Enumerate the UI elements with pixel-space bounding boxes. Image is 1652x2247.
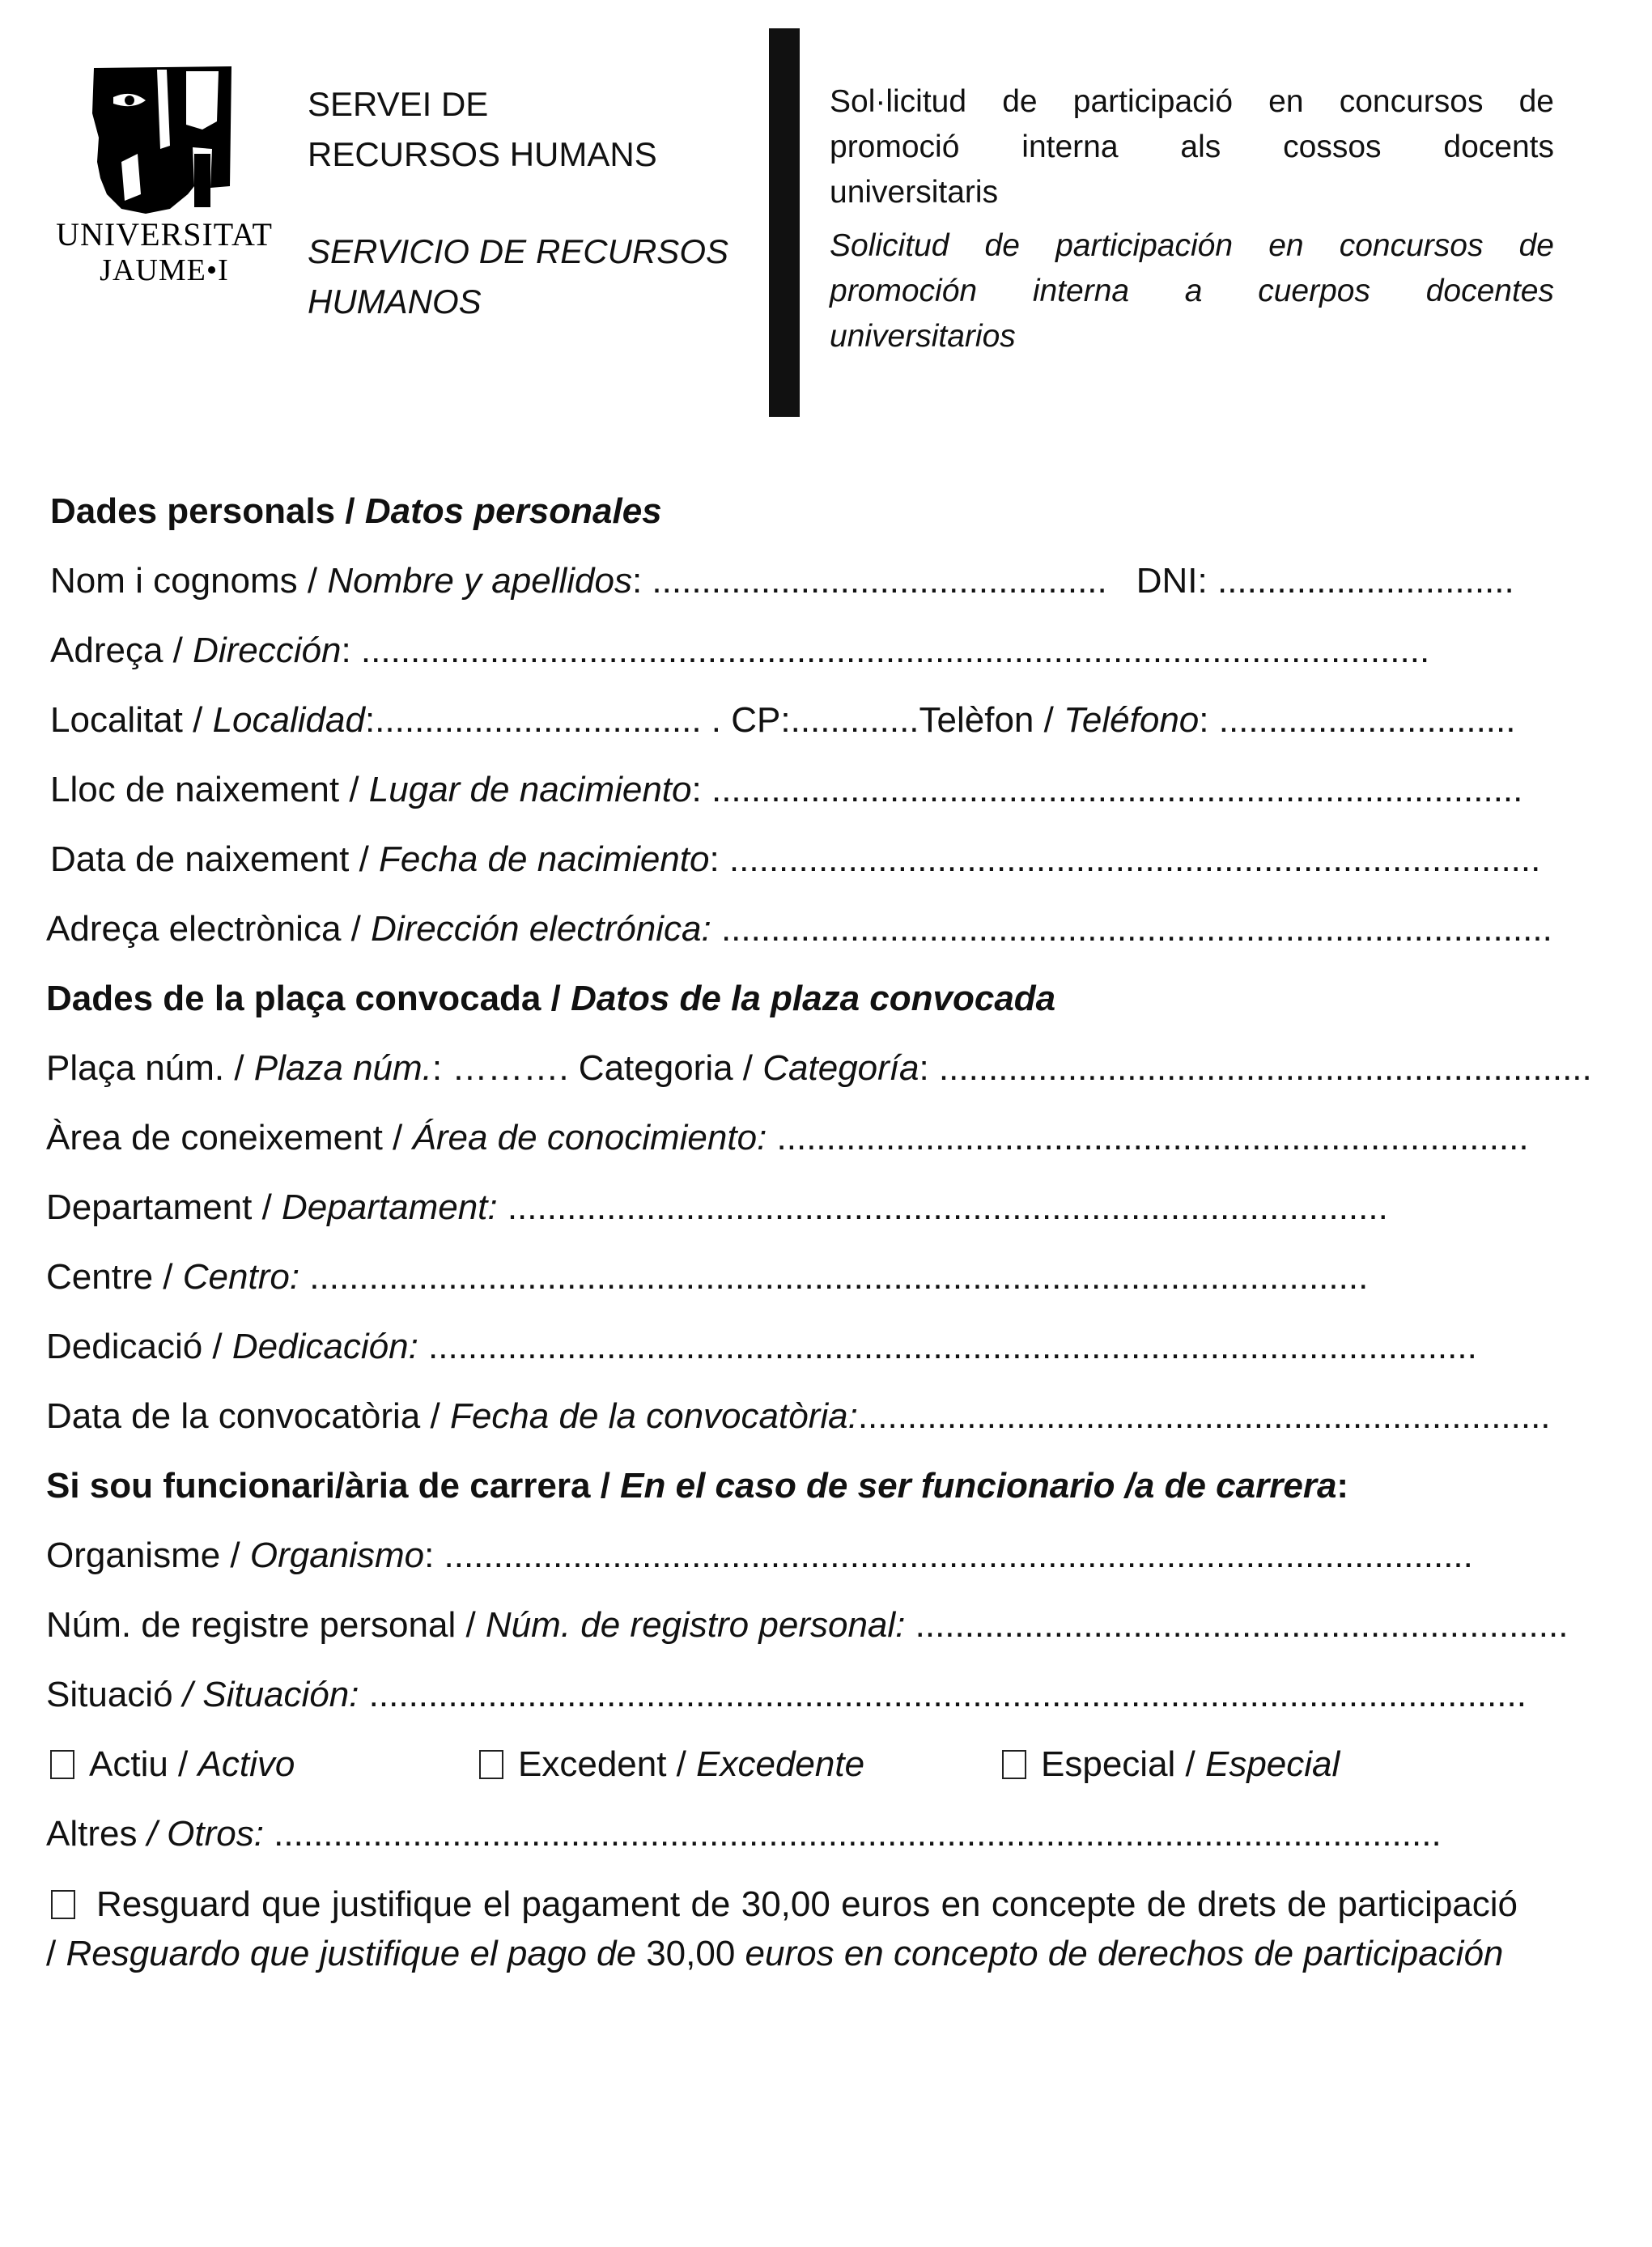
field-knowledge-area[interactable] — [46, 1115, 1652, 1161]
civil-servant-heading — [46, 1463, 1652, 1509]
field-label-es: Plaza núm. — [253, 1048, 432, 1088]
fill-line[interactable]: : ............................................................................................................ — [341, 631, 1430, 670]
department-ca-line1: SERVEI DE — [308, 85, 489, 123]
heading-es: En el caso de ser funcionario /a de carrera — [620, 1466, 1337, 1506]
field-label-es: Localidad — [212, 700, 365, 740]
heading-es: Datos personales — [364, 491, 662, 531]
form-title-es-line1: Solicitud de participación en concursos de — [830, 228, 1554, 263]
field-position-number[interactable] — [46, 1046, 1652, 1091]
field-birthdate[interactable] — [50, 837, 1652, 882]
logo-line1: UNIVERSITAT — [56, 216, 273, 253]
field-label-es: Nombre y apellidos — [327, 561, 632, 601]
field-address[interactable] — [50, 628, 1652, 673]
fill-line[interactable]: ......................................................................................... — [497, 1187, 1388, 1227]
receipt-text-ca: Resguard que justifique el pagament de 30,00 euros en concepte de drets de participació / — [46, 1884, 1518, 1973]
heading-ca: Si sou funcionari/ària de carrera / — [46, 1466, 621, 1506]
fill-line[interactable]: : ………. Categoria / — [431, 1048, 763, 1088]
field-label-ca: Situació — [46, 1675, 183, 1714]
form-title-es — [830, 223, 1554, 359]
dni-label: DNI: — [1136, 561, 1217, 601]
field-label-ca: Plaça núm. / — [46, 1048, 254, 1088]
field-body[interactable] — [46, 1533, 1652, 1578]
fill-line[interactable]: :................................. . CP:.............Telèfon / — [364, 700, 1064, 740]
form-title-ca-line3: universitaris — [830, 175, 999, 210]
field-others[interactable] — [46, 1812, 1652, 1857]
field-locality[interactable] — [50, 698, 1652, 743]
field-label-es: / Situación: — [182, 1675, 359, 1714]
department-es-line1: SERVICIO DE RECURSOS — [308, 232, 728, 270]
receipt-text-es-b: euros en concepto de derechos de participación — [735, 1934, 1504, 1973]
checkbox-special[interactable] — [1002, 1750, 1026, 1779]
option-label-ca: Excedent / — [518, 1744, 697, 1784]
uji-logo-icon — [89, 65, 236, 219]
field-label-es: Fecha de nacimiento — [379, 839, 710, 879]
field-label-ca: Centre / — [46, 1257, 183, 1297]
header-divider — [769, 28, 800, 417]
field-label-es: Organismo — [249, 1536, 425, 1575]
field-full-name[interactable] — [50, 559, 1652, 604]
fill-line[interactable]: : .............................................. — [631, 561, 1107, 601]
option-label-ca: Especial / — [1041, 1744, 1205, 1784]
field-label-es: Área de conocimiento: — [412, 1118, 767, 1157]
personal-data-heading — [50, 489, 1652, 534]
field-label-ca: Data de naixement / — [50, 839, 380, 879]
field-call-date[interactable] — [46, 1394, 1652, 1439]
field-email[interactable] — [46, 907, 1652, 952]
form-title-ca — [830, 79, 1554, 215]
field-status[interactable] — [46, 1672, 1652, 1718]
option-label-es: Activo — [197, 1744, 295, 1784]
field-dedication[interactable] — [46, 1324, 1652, 1370]
fill-line[interactable]: ...................................................................................................................... — [263, 1814, 1442, 1854]
field-label-es: Dedicación: — [231, 1327, 418, 1366]
fill-line[interactable]: : ........................................................................................................ — [424, 1536, 1473, 1575]
form-title-es-line3: universitarios — [830, 319, 1016, 354]
heading-es: Datos de la plaza convocada — [571, 979, 1056, 1018]
field-centre[interactable] — [46, 1255, 1652, 1300]
category-fill-line[interactable]: : .................................................................. — [919, 1048, 1592, 1088]
field-label-ca: Lloc de naixement / — [50, 770, 369, 809]
field-birthplace[interactable] — [50, 767, 1652, 813]
fill-line[interactable]: .................................................................. — [905, 1605, 1569, 1645]
fill-line[interactable]: .................................................................................... — [711, 909, 1552, 949]
field-label-ca: Altres — [46, 1814, 147, 1854]
field-label-ca: Dedicació / — [46, 1327, 232, 1366]
field-label-ca: Localitat / — [50, 700, 213, 740]
field-label-ca: Núm. de registre personal / — [46, 1605, 486, 1645]
field-label-es: Lugar de nacimiento — [368, 770, 692, 809]
field-label-ca: Departament / — [46, 1187, 282, 1227]
option-label-ca: Actiu / — [89, 1744, 198, 1784]
category-label-es: Categoría — [762, 1048, 919, 1088]
form-title-es-line2: promoción interna a cuerpos docentes — [830, 274, 1554, 308]
fill-line[interactable]: ...................................................................... — [857, 1396, 1551, 1436]
option-label-es: Especial — [1204, 1744, 1340, 1784]
field-label-ca: Data de la convocatòria / — [46, 1396, 450, 1436]
payment-receipt-item — [46, 1880, 1518, 1978]
field-label-es: Departament: — [282, 1187, 498, 1227]
field-label-es: Centro: — [182, 1257, 300, 1297]
heading-colon: : — [1336, 1466, 1349, 1506]
position-data-heading — [46, 976, 1652, 1022]
field-label-es: Dirección electrónica: — [371, 909, 711, 949]
field-label-ca: Àrea de coneixement / — [46, 1118, 413, 1157]
phone-fill-line[interactable]: : .............................. — [1199, 700, 1516, 740]
fill-line[interactable]: : .................................................................................. — [709, 839, 1541, 879]
status-option-special[interactable] — [1002, 1742, 1340, 1787]
field-label-ca: Adreça electrònica / — [46, 909, 372, 949]
fill-line[interactable]: ........................................................................................................... — [299, 1257, 1369, 1297]
fill-line[interactable]: : .................................................................................. — [691, 770, 1523, 809]
university-logo — [55, 65, 274, 287]
field-label-es: / Otros: — [147, 1814, 264, 1854]
checkbox-payment-receipt[interactable] — [51, 1890, 75, 1919]
department-ca-line2: RECURSOS HUMANS — [308, 135, 657, 173]
receipt-text-es-a: Resguardo que justifique el pago de — [66, 1934, 647, 1973]
form-title-ca-line1: Sol·licitud de participació en concursos de — [830, 84, 1554, 119]
status-option-active[interactable] — [50, 1742, 295, 1787]
field-label-es: Dirección — [193, 631, 342, 670]
phone-label-es: Teléfono — [1064, 700, 1200, 740]
form-title-ca-line2: promoció interna als cossos docents — [830, 130, 1554, 164]
department-name-ca — [308, 79, 657, 180]
option-label-es: Excedente — [696, 1744, 865, 1784]
field-label-ca: Nom i cognoms / — [50, 561, 328, 601]
field-label-ca: Adreça / — [50, 631, 193, 670]
department-es-line2: HUMANOS — [308, 282, 482, 321]
department-name-es — [308, 227, 728, 327]
fill-line[interactable]: .......................................................................................................... — [418, 1327, 1477, 1366]
field-registry-number[interactable] — [46, 1603, 1652, 1648]
field-label-es: Núm. de registro personal: — [485, 1605, 906, 1645]
field-label-ca: Organisme / — [46, 1536, 250, 1575]
logo-wordmark — [55, 217, 274, 288]
field-label-es: Fecha de la convocatòria: — [449, 1396, 858, 1436]
heading-ca: Dades de la plaça convocada / — [46, 979, 571, 1018]
fill-line[interactable]: ..................................................................................................................... — [359, 1675, 1527, 1714]
field-department[interactable] — [46, 1185, 1652, 1230]
receipt-amount: 30,00 — [646, 1934, 736, 1973]
checkbox-excedent[interactable] — [479, 1750, 503, 1779]
heading-ca: Dades personals / — [50, 491, 365, 531]
dni-fill-line[interactable]: .............................. — [1217, 561, 1514, 601]
fill-line[interactable]: ............................................................................ — [767, 1118, 1529, 1157]
checkbox-active[interactable] — [50, 1750, 74, 1779]
logo-line2: JAUME•I — [100, 253, 229, 287]
status-option-excedent[interactable] — [479, 1742, 864, 1787]
